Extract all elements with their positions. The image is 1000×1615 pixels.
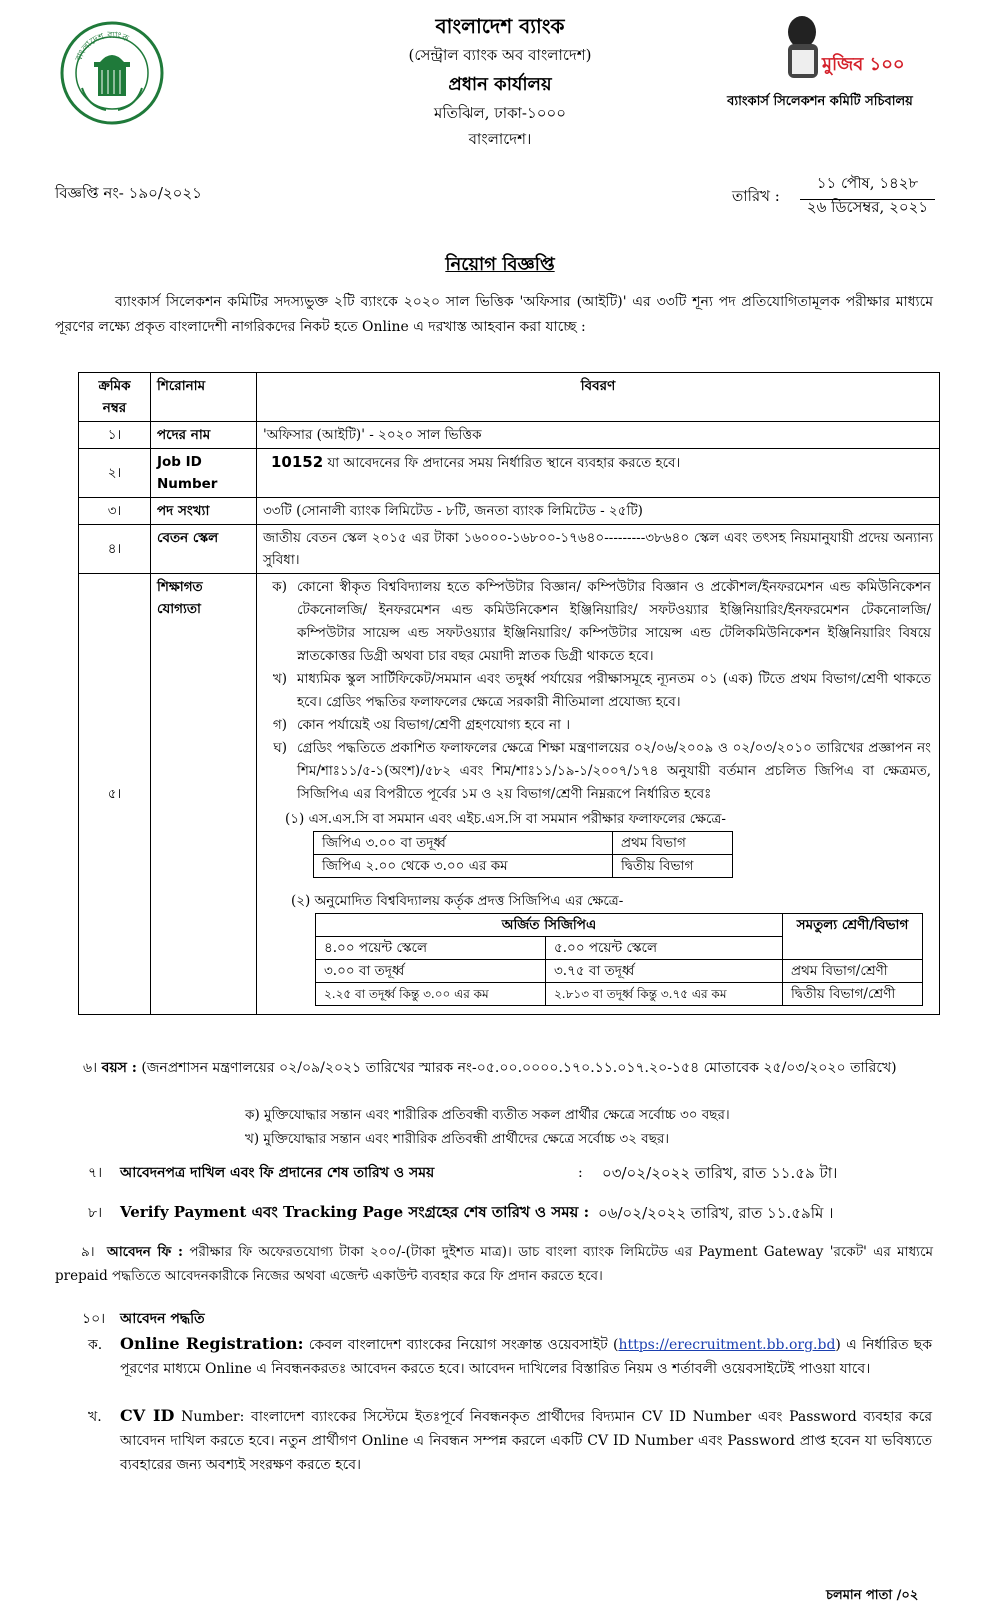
fee-label: আবেদন ফি : bbox=[106, 1244, 183, 1260]
verify-number: ৮। bbox=[88, 1205, 103, 1221]
method-b-text bbox=[120, 1404, 932, 1477]
address-line-2: বাংলাদেশ। bbox=[468, 130, 532, 148]
item-key: গ) bbox=[272, 717, 287, 733]
ssc-heading: (১) এস.এস.সি বা সমমান এবং এইচ.এস.সি বা সমমান পরীক্ষার ফলাফলের ক্ষেত্রে- bbox=[285, 811, 726, 827]
row-serial: ৩। bbox=[79, 498, 151, 525]
fee-section bbox=[55, 1240, 933, 1288]
address-line-1: মতিঝিল, ঢাকা-১০০০ bbox=[434, 104, 566, 122]
method-b-body: Number: বাংলাদেশ ব্যাংকের সিস্টেমে ইতঃপূর্বে নিবন্ধনকৃত প্রার্থীদের বিদ্যমান CV ID Number এবং Password ব্যবহার করে আবেদন দাখিল করতে হবে। নতুন প্রার্থীগণ Online এ নিবন্ধন সম্পন্ন করলে একটি CV ID Number এবং Password প্রাপ্ত হবেন যা ভবিষ্যতে ব্যবহারের জন্য অবশ্যই সংরক্ষণ করতে হবে। bbox=[120, 1409, 933, 1473]
cgpa-cell: ৫.০০ পয়েন্ট স্কেলে bbox=[546, 937, 783, 960]
age-item-b: খ) মুক্তিযোদ্ধার সন্তান এবং শারীরিক প্রতিবন্ধী প্রার্থীদের ক্ষেত্রে সর্বোচ্চ ৩২ বছর। bbox=[245, 1131, 670, 1147]
row-detail: 'অফিসার (আইটি)' - ২০২০ সাল ভিত্তিক bbox=[257, 422, 940, 449]
bank-name-sub: (সেন্ট্রাল ব্যাংক অব বাংলাদেশ) bbox=[408, 46, 592, 64]
fee-number: ৯। bbox=[81, 1244, 95, 1260]
item-key: ক) bbox=[272, 579, 287, 595]
notice-title: নিয়োগ বিজ্ঞপ্তি bbox=[445, 254, 555, 275]
deadline-colon: : bbox=[578, 1165, 583, 1181]
division-cell: দ্বিতীয় বিভাগ bbox=[613, 855, 733, 878]
education-item bbox=[265, 668, 931, 714]
bangladesh-bank-logo bbox=[60, 18, 164, 128]
row-serial: ২। bbox=[79, 449, 151, 498]
job-id-note: যা আবেদনের ফি প্রদানের সময় নির্ধারিত স্থানে ব্যবহার করতে হবে। bbox=[327, 455, 681, 471]
item-text: কোন পর্যায়েই ৩য় বিভাগ/শ্রেণী গ্রহণযোগ্য হবে না । bbox=[297, 717, 571, 733]
table-row bbox=[79, 422, 940, 449]
secretariat-name: ব্যাংকার্স সিলেকশন কমিটি সচিবালয় bbox=[727, 94, 913, 109]
education-detail bbox=[257, 574, 940, 1015]
table-header-row bbox=[316, 914, 923, 937]
method-number: ১০। bbox=[82, 1311, 106, 1327]
deadline-number: ৭। bbox=[88, 1165, 103, 1181]
cgpa-cell: ২.২৫ বা তদূর্ধ্ব কিন্তু ৩.০০ এর কম bbox=[316, 983, 546, 1006]
continue-page: চলমান পাতা /০২ bbox=[826, 1588, 919, 1603]
cgpa-cell: ৩.৭৫ বা তদূর্ধ্ব bbox=[546, 960, 783, 983]
method-a-text-1: কেবল বাংলাদেশ ব্যাংকের নিয়োগ সংক্রান্ত ওয়েবসাইট ( bbox=[308, 1337, 619, 1353]
method-b-key: খ. bbox=[88, 1409, 102, 1425]
row-detail: ৩৩টি (সোনালী ব্যাংক লিমিটেড - ৮টি, জনতা ব্যাংক লিমিটেড - ২৫টি) bbox=[257, 498, 940, 525]
intro-paragraph: ব্যাংকার্স সিলেকশন কমিটির সদস্যভুক্ত ২টি ব্যাংকে ২০২০ সাল ভিত্তিক 'অফিসার (আইটি)' এর ৩৩টি শূন্য পদ প্রতিযোগিতামূলক পরীক্ষার মাধ্যমে পূরণের লক্ষ্যে প্রকৃত বাংলাদেশী নাগরিকদের নিকট হতে Online এ দরখাস্ত আহবান করা যাচ্ছে : bbox=[55, 294, 933, 335]
cgpa-header: অর্জিত সিজিপিএ bbox=[316, 914, 783, 937]
age-item-a: ক) মুক্তিযোদ্ধার সন্তান এবং শারীরিক প্রতিবন্ধী ব্যতীত সকল প্রার্থীর ক্ষেত্রে সর্বোচ্চ ৩০ বছর। bbox=[245, 1107, 730, 1123]
date-english: ২৬ ডিসেম্বর, ২০২১ bbox=[806, 198, 929, 216]
table-header-row bbox=[79, 373, 940, 422]
age-number: ৬। bbox=[83, 1060, 98, 1076]
equivalent-header: সমতুল্য শ্রেণী/বিভাগ bbox=[783, 914, 923, 960]
cv-id-title: CV ID bbox=[120, 1406, 175, 1425]
deadline-label: আবেদনপত্র দাখিল এবং ফি প্রদানের শেষ তারিখ ও সময় bbox=[120, 1165, 435, 1181]
header-serial: ক্রমিক নম্বর bbox=[79, 373, 151, 422]
table-row bbox=[314, 855, 733, 878]
table-row bbox=[79, 498, 940, 525]
item-key: ঘ) bbox=[273, 740, 287, 756]
verify-value: ০৬/০২/২০২২ তারিখ, রাত ১১.৫৯মি । bbox=[598, 1204, 834, 1222]
row-serial: ৫। bbox=[79, 574, 151, 1015]
verify-label: Verify Payment এবং Tracking Page সংগ্রহের শেষ তারিখ ও সময় : bbox=[120, 1203, 590, 1221]
table-row bbox=[79, 574, 940, 1015]
cgpa-table bbox=[315, 913, 923, 1006]
date-label: তারিখ : bbox=[732, 187, 780, 205]
age-text: (জনপ্রশাসন মন্ত্রণালয়ের ০২/০৯/২০২১ তারিখের স্মারক নং-০৫.০০.০০০০.১৭০.১১.০১৭.২০-১৫৪ মোতাবেক ২৫/০৩/২০২০ তারিখে) bbox=[141, 1060, 897, 1076]
header-title: শিরোনাম bbox=[151, 373, 257, 422]
row-title: শিক্ষাগত যোগ্যতা bbox=[151, 574, 257, 1015]
table-row bbox=[316, 960, 923, 983]
cgpa-cell: ২.৮১৩ বা তদূর্ধ্ব কিন্তু ৩.৭৫ এর কম bbox=[546, 983, 783, 1006]
item-text: কোনো স্বীকৃত বিশ্ববিদ্যালয় হতে কম্পিউটার বিজ্ঞান/ কম্পিউটার বিজ্ঞান ও প্রকৌশল/ইনফরমেশন এন্ড কমিউনিকেশন টেকনোলজি/ ইনফরমেশন এন্ড কমিউনিকেশন ইঞ্জিনিয়ারিং/ সফটওয়্যার ইঞ্জিনিয়ারিং/ইনফরমেশন টেকনোলজি/ কম্পিউটার সায়েন্স এন্ড সফটওয়্যার ইঞ্জিনিয়ারিং/ কম্পিউটার সায়েন্স এন্ড টেলিকমিউনিকেশন ইঞ্জিনিয়ারিং বিষয়ে স্নাতকোত্তর ডিগ্রী অথবা চার বছর মেয়াদী স্নাতক ডিগ্রী থাকতে হবে। bbox=[297, 579, 931, 664]
age-label: বয়স : bbox=[101, 1060, 137, 1076]
education-item bbox=[265, 714, 931, 737]
gpa-cell: জিপিএ ২.০০ থেকে ৩.০০ এর কম bbox=[314, 855, 613, 878]
date-bangla: ১১ পৌষ, ১৪২৮ bbox=[800, 172, 935, 200]
erecruitment-link[interactable]: https://erecruitment.bb.org.bd bbox=[618, 1337, 836, 1353]
mujib-100-logo bbox=[770, 10, 905, 86]
fee-text: পরীক্ষার ফি অফেরতযোগ্য টাকা ২০০/-(টাকা দুইশত মাত্র)। ডাচ বাংলা ব্যাংক লিমিটেড এর Payment Gateway 'রকেট' এর মাধ্যমে prepaid পদ্ধতিতে আবেদনকারীকে নিজের অথবা এজেন্ট একাউন্ট ব্যবহার করে ফি প্রদান করতে হবে। bbox=[55, 1244, 933, 1284]
row-title: পদ সংখ্যা bbox=[151, 498, 257, 525]
office-name: প্রধান কার্যালয় bbox=[448, 74, 552, 95]
table-row bbox=[316, 983, 923, 1006]
method-label: আবেদন পদ্ধতি bbox=[120, 1311, 205, 1327]
bank-name: বাংলাদেশ ব্যাংক bbox=[435, 14, 565, 38]
table-row bbox=[79, 525, 940, 574]
circular-number: বিজ্ঞপ্তি নং- ১৯০/২০২১ bbox=[55, 184, 202, 202]
deadline-value: ০৩/০২/২০২২ তারিখ, রাত ১১.৫৯ টা। bbox=[602, 1164, 838, 1182]
header-detail: বিবরণ bbox=[257, 373, 940, 422]
row-title: Job ID Number bbox=[151, 449, 257, 498]
item-text: গ্রেডিং পদ্ধতিতে প্রকাশিত ফলাফলের ক্ষেত্রে শিক্ষা মন্ত্রণালয়ের ০২/০৬/২০০৯ ও ০২/০৩/২০১০ তারিখের প্রজ্ঞাপন নং শিম/শাঃ১১/৫-১(অংশ)/৫৮২ এবং শিম/শাঃ১১/১৯-১/২০০৭/১৭৪ অনুযায়ী বর্তমান প্রচলিত জিপিএ বা ক্ষেত্রমত, সিজিপিএ এর বিপরীতে পূর্বের ১ম ও ২য় বিভাগ/শ্রেণী নিম্নরূপে নির্ধারিত হবেঃ bbox=[297, 740, 931, 802]
svg-text:বাংলাদেশ ব্যাংক bbox=[74, 31, 131, 65]
method-a-text-2: ) এ নির্ধারিত ছক পূরণের মাধ্যমে Online এ নিবন্ধনকরতঃ আবেদন করতে হবে। আবেদন দাখিলের বিস্তারিত নিয়ম ও শর্তাবলী ওয়েবসাইটেই পাওয়া যাবে। bbox=[120, 1337, 932, 1377]
cgpa-cell: ৪.০০ পয়েন্ট স্কেলে bbox=[316, 937, 546, 960]
method-a-text bbox=[120, 1332, 932, 1381]
table-row bbox=[314, 832, 733, 855]
logo-text: বাংলাদেশ ব্যাংক bbox=[74, 30, 130, 64]
row-title: বেতন স্কেল bbox=[151, 525, 257, 574]
ssc-gpa-table bbox=[313, 831, 733, 878]
item-text: মাধ্যমিক স্কুল সার্টিফিকেট/সমমান এবং তদুর্ধ্ব পর্যায়ের পরীক্ষাসমূহে ন্যূনতম ০১ (এক) টিতে প্রথম বিভাগ/শ্রেণী থাকতে হবে। গ্রেডিং পদ্ধতির ফলাফলের ক্ষেত্রে সরকারী নীতিমালা প্রযোজ্য হবে। bbox=[297, 671, 931, 710]
division-cell: প্রথম বিভাগ/শ্রেণী bbox=[783, 960, 923, 983]
education-item bbox=[265, 576, 931, 668]
row-serial: ৪। bbox=[79, 525, 151, 574]
details-table bbox=[78, 372, 940, 1015]
method-a-key: ক. bbox=[88, 1337, 103, 1353]
row-serial: ১। bbox=[79, 422, 151, 449]
row-title: পদের নাম bbox=[151, 422, 257, 449]
row-detail bbox=[257, 449, 940, 498]
cgpa-cell: ৩.০০ বা তদূর্ধ্ব bbox=[316, 960, 546, 983]
job-id-value: 10152 bbox=[271, 453, 324, 471]
division-cell: দ্বিতীয় বিভাগ/শ্রেণী bbox=[783, 983, 923, 1006]
item-key: খ) bbox=[272, 671, 287, 687]
table-row bbox=[79, 449, 940, 498]
age-section bbox=[55, 1056, 933, 1080]
cgpa-heading: (২) অনুমোদিত বিশ্ববিদ্যালয় কর্তৃক প্রদত্ত সিজিপিএ এর ক্ষেত্রে- bbox=[291, 893, 624, 909]
gpa-cell: জিপিএ ৩.০০ বা তদূর্ধ্ব bbox=[314, 832, 613, 855]
online-registration-title: Online Registration: bbox=[120, 1334, 304, 1353]
row-detail: জাতীয় বেতন স্কেল ২০১৫ এর টাকা ১৬০০০-১৬৮০০-১৭৬৪০---------৩৮৬৪০ স্কেল এবং তৎসহ নিয়মানুযায়ী প্রদেয় অন্যান্য সুবিধা। bbox=[257, 525, 940, 574]
education-item bbox=[265, 737, 931, 806]
division-cell: প্রথম বিভাগ bbox=[613, 832, 733, 855]
mujib-logo-text: মুজিব ১০০ bbox=[822, 54, 905, 75]
